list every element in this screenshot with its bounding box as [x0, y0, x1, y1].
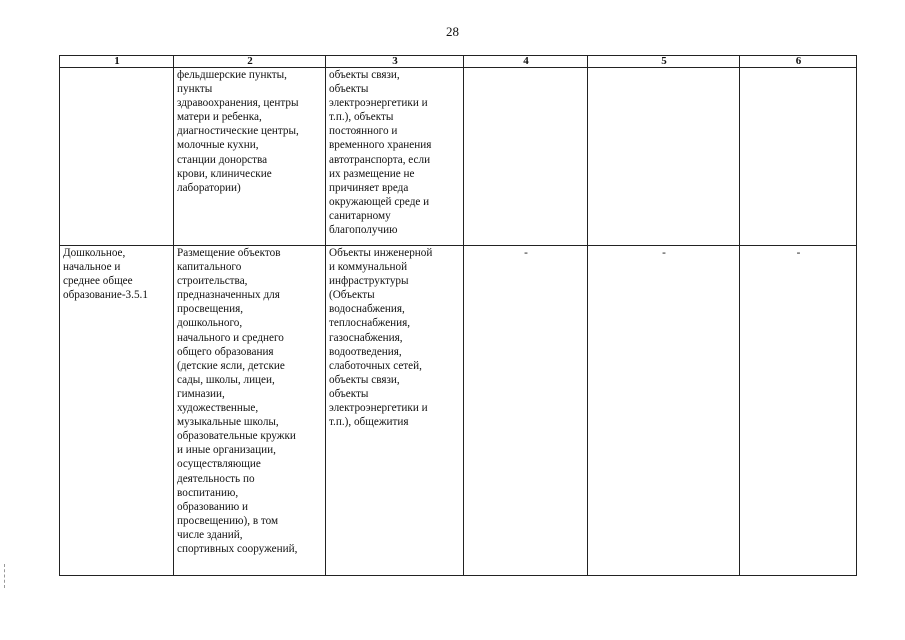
cell-text-line: осуществляющие	[177, 458, 261, 471]
table-cell-col3	[326, 68, 464, 246]
cell-text-line: гимназии,	[177, 387, 225, 400]
cell-text-line: воспитанию,	[177, 486, 239, 499]
cell-text-line: строительства,	[177, 275, 248, 288]
cell-text-line: фельдшерские пункты,	[177, 69, 287, 81]
cell-text-line: причиняет вреда	[329, 181, 409, 194]
cell-text-line: образованию и	[177, 500, 249, 513]
cell-text-line: объекты	[329, 83, 369, 96]
cell-text-line: деятельность по	[177, 472, 255, 485]
cell-text-line: спортивных сооружений,	[177, 542, 298, 555]
cell-text-line: общего образования	[177, 345, 274, 358]
margin-scan-mark	[4, 564, 9, 588]
cell-text-line: музыкальные школы,	[177, 416, 279, 429]
cell-text-line: автотранспорта, если	[329, 153, 431, 166]
cell-text-line: благополучию	[329, 224, 398, 237]
cell-text-line: художественные,	[177, 402, 259, 415]
table-cell-col4: -	[464, 246, 588, 576]
cell-text-line: (детские ясли, детские	[177, 359, 285, 372]
table-cell-col3	[326, 246, 464, 576]
table-cell-col1	[60, 68, 174, 246]
cell-text-line: окружающей среде и	[329, 195, 430, 208]
cell-text-line: просвещения,	[177, 303, 244, 316]
cell-text-line: дошкольного,	[177, 317, 243, 330]
cell-text-line: временного хранения	[329, 139, 432, 152]
cell-text-line: постоянного и	[329, 125, 398, 138]
cell-text-line: сады, школы, лицеи,	[177, 373, 275, 386]
cell-text-line: предназначенных для	[177, 289, 280, 302]
cell-text-line: инфраструктуры	[329, 275, 409, 288]
cell-text-line: диагностические центры,	[177, 125, 299, 138]
cell-text-line: капитального	[177, 261, 242, 274]
cell-text-line: среднее общее	[63, 275, 133, 288]
table-row	[60, 246, 857, 576]
cell-text-line: водоотведения,	[329, 345, 402, 358]
table-cell-col4	[464, 68, 588, 246]
table-header-row	[60, 56, 857, 68]
cell-text-line: здравоохранения, центры	[177, 97, 299, 110]
cell-text-line: электроэнергетики и	[329, 402, 428, 415]
column-header: 2	[174, 56, 326, 68]
table-cell-col2	[174, 68, 326, 246]
column-header: 6	[740, 56, 857, 68]
cell-text-line: объекты	[329, 387, 369, 400]
cell-text-line: начальное и	[63, 261, 121, 274]
column-header: 3	[326, 56, 464, 68]
table-cell-col6	[740, 68, 857, 246]
page-number: 28	[446, 24, 459, 39]
cell-text-line: станции донорства	[177, 153, 268, 166]
table-cell-col6: -	[740, 246, 857, 576]
table-row	[60, 68, 857, 246]
cell-text-line: Дошкольное,	[63, 247, 126, 259]
cell-text-line: пункты	[177, 83, 213, 96]
cell-text-line: образование-3.5.1	[63, 289, 148, 302]
column-header: 4	[464, 56, 588, 68]
cell-text-line: т.п.), общежития	[329, 416, 409, 429]
cell-text-line: молочные кухни,	[177, 139, 259, 152]
cell-text-line: санитарному	[329, 209, 391, 222]
cell-text-line: их размещение не	[329, 167, 415, 180]
cell-text-line: объекты связи,	[329, 69, 400, 81]
cell-text-line: лаборатории)	[177, 181, 241, 194]
cell-text-line: начального и среднего	[177, 331, 284, 344]
regulation-table	[59, 55, 857, 576]
cell-text-line: т.п.), объекты	[329, 111, 394, 124]
cell-text-line: образовательные кружки	[177, 430, 296, 443]
cell-text-line: и коммунальной	[329, 261, 408, 274]
cell-text-line: Размещение объектов	[177, 247, 281, 259]
cell-text-line: (Объекты	[329, 289, 375, 302]
cell-text-line: объекты связи,	[329, 373, 400, 386]
column-header: 5	[588, 56, 740, 68]
table-cell-col5: -	[588, 246, 740, 576]
cell-text-line: водоснабжения,	[329, 303, 405, 316]
cell-text-line: и иные организации,	[177, 444, 276, 457]
cell-text-line: Объекты инженерной	[329, 247, 433, 259]
table-cell-col1	[60, 246, 174, 576]
cell-text-line: просвещению), в том	[177, 514, 279, 527]
cell-text-line: газоснабжения,	[329, 331, 403, 344]
table-cell-col5	[588, 68, 740, 246]
cell-text-line: электроэнергетики и	[329, 97, 428, 110]
column-header: 1	[60, 56, 174, 68]
cell-text-line: слаботочных сетей,	[329, 359, 422, 372]
table-cell-col2	[174, 246, 326, 576]
cell-text-line: числе зданий,	[177, 528, 243, 541]
cell-text-line: матери и ребенка,	[177, 111, 262, 124]
cell-text-line: крови, клинические	[177, 167, 272, 180]
cell-text-line: теплоснабжения,	[329, 317, 411, 330]
